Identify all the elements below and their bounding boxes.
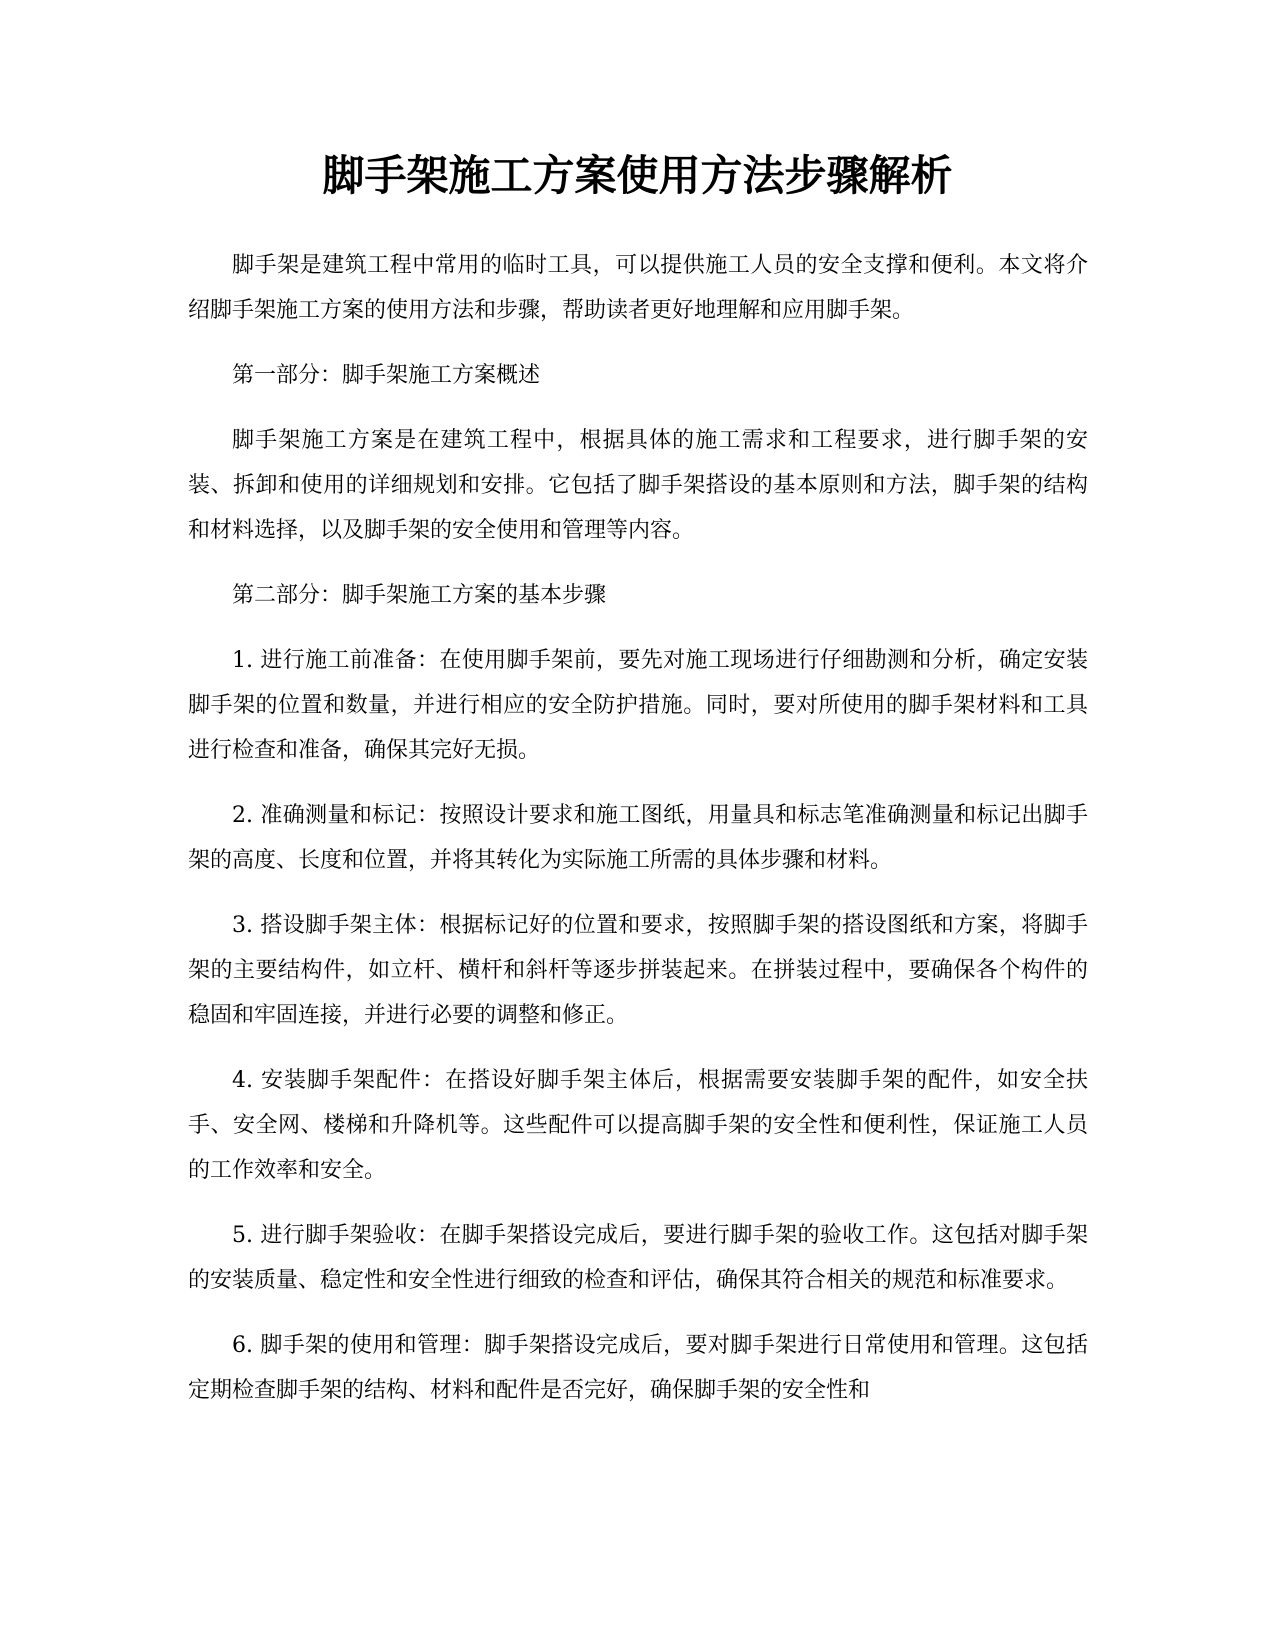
step-5-paragraph: 5. 进行脚手架验收：在脚手架搭设完成后，要进行脚手架的验收工作。这包括对脚手架的安装质量、稳定性和安全性进行细致的检查和评估，确保其符合相关的规范和标准要求。: [188, 1223, 1088, 1293]
step-2-paragraph: 2. 准确测量和标记：按照设计要求和施工图纸，用量具和标志笔准确测量和标记出脚手架的高度、长度和位置，并将其转化为实际施工所需的具体步骤和材料。: [188, 803, 1088, 873]
step-4-paragraph: 4. 安装脚手架配件：在搭设好脚手架主体后，根据需要安装脚手架的配件，如安全扶手、安全网、楼梯和升降机等。这些配件可以提高脚手架的安全性和便利性，保证施工人员的工作效率和安全。: [188, 1068, 1088, 1183]
document-title: 脚手架施工方案使用方法步骤解析: [322, 151, 953, 200]
document-body: [188, 243, 1088, 1433]
step-6-paragraph: 6. 脚手架的使用和管理：脚手架搭设完成后，要对脚手架进行日常使用和管理。这包括定期检查脚手架的结构、材料和配件是否完好，确保脚手架的安全性和: [188, 1333, 1088, 1403]
intro-paragraph: 脚手架是建筑工程中常用的临时工具，可以提供施工人员的安全支撑和便利。本文将介绍脚手架施工方案的使用方法和步骤，帮助读者更好地理解和应用脚手架。: [188, 253, 1088, 323]
step-1-paragraph: 1. 进行施工前准备：在使用脚手架前，要先对施工现场进行仔细勘测和分析，确定安装脚手架的位置和数量，并进行相应的安全防护措施。同时，要对所使用的脚手架材料和工具进行检查和准备，确保其完好无损。: [188, 648, 1088, 763]
overview-paragraph: 脚手架施工方案是在建筑工程中，根据具体的施工需求和工程要求，进行脚手架的安装、拆卸和使用的详细规划和安排。它包括了脚手架搭设的基本原则和方法，脚手架的结构和材料选择，以及脚手架的安全使用和管理等内容。: [188, 428, 1088, 543]
step-3-paragraph: 3. 搭设脚手架主体：根据标记好的位置和要求，按照脚手架的搭设图纸和方案，将脚手架的主要结构件，如立杆、横杆和斜杆等逐步拼装起来。在拼装过程中，要确保各个构件的稳固和牢固连接，并进行必要的调整和修正。: [188, 913, 1088, 1028]
section-heading-part-one: 第一部分：脚手架施工方案概述: [232, 363, 541, 388]
section-heading-part-two: 第二部分：脚手架施工方案的基本步骤: [232, 583, 607, 608]
